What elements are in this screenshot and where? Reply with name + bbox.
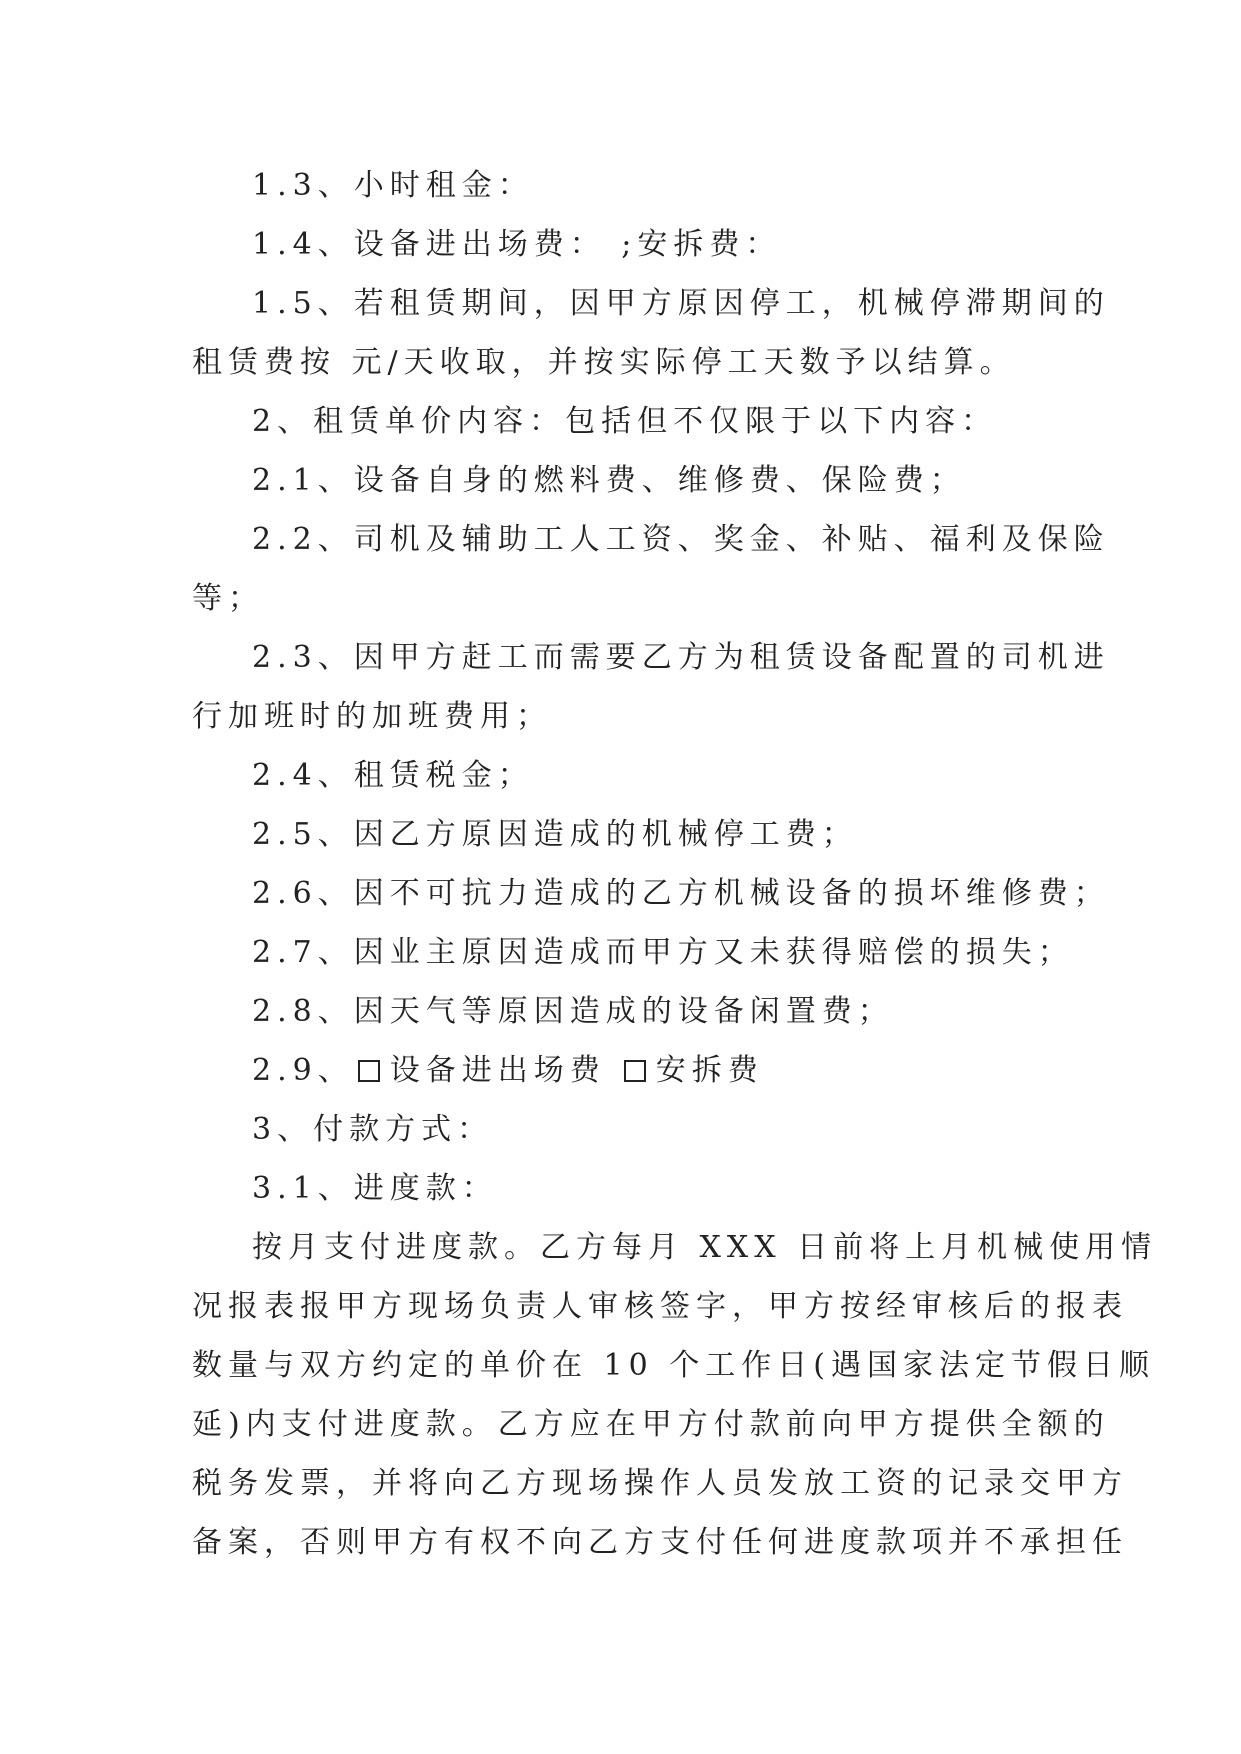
clause-2-9: [192, 1041, 1048, 1100]
installation-removal-fee-label: 安拆费: [655, 1053, 764, 1088]
equipment-entry-exit-fee-label: 设备进出场费: [389, 1053, 606, 1088]
clause-2-6: 2.6、因不可抗力造成的乙方机械设备的损坏维修费；: [252, 876, 1110, 911]
clause-2-3-line-2: 行加班时的加班费用；: [192, 699, 552, 734]
progress-payment-line-2: 况报表报甲方现场负责人审核签字，甲方按经审核后的报表: [192, 1289, 1128, 1324]
clause-2-7: 2.7、因业主原因造成而甲方又未获得赔偿的损失；: [252, 935, 1074, 970]
progress-payment-line-3: 数量与双方约定的单价在 10 个工作日(遇国家法定节假日顺: [192, 1348, 1155, 1383]
clause-2-1: 2.1、设备自身的燃料费、维修费、保险费；: [252, 463, 966, 498]
clause-2-4: 2.4、租赁税金；: [252, 758, 534, 793]
clause-1-5-line-2: 租赁费按 元/天收取，并按实际停工天数予以结算。: [192, 345, 1016, 380]
clause-1-4: 1.4、设备进出场费： ;安拆费：: [252, 227, 782, 262]
installation-removal-fee-checkbox[interactable]: [624, 1060, 646, 1082]
clause-2-2-line-1: 2.2、司机及辅助工人工资、奖金、补贴、福利及保险: [252, 522, 1110, 557]
progress-payment-line-5: 税务发票，并将向乙方现场操作人员发放工资的记录交甲方: [192, 1466, 1128, 1501]
clause-3: 3、付款方式：: [252, 1112, 494, 1147]
clause-3-1: 3.1、进度款：: [252, 1171, 498, 1206]
progress-payment-line-6: 备案，否则甲方有权不向乙方支付任何进度款项并不承担任: [192, 1525, 1128, 1560]
clause-2-2-line-2: 等；: [192, 581, 264, 616]
clause-2-9-prefix: 2.9、: [252, 1053, 354, 1088]
clause-1-5-line-1: 1.5、若租赁期间，因甲方原因停工，机械停滞期间的: [252, 286, 1110, 321]
progress-payment-line-1: 按月支付进度款。乙方每月 XXX 日前将上月机械使用情: [252, 1230, 1158, 1265]
progress-payment-line-4: 延)内支付进度款。乙方应在甲方付款前向甲方提供全额的: [192, 1407, 1110, 1442]
equipment-entry-exit-fee-checkbox[interactable]: [358, 1060, 380, 1082]
clause-2-3-line-1: 2.3、因甲方赶工而需要乙方为租赁设备配置的司机进: [252, 640, 1110, 675]
clause-2: 2、租赁单价内容：包括但不仅限于以下内容：: [252, 404, 998, 439]
document-body: [192, 156, 1158, 1572]
clause-1-3: 1.3、小时租金：: [252, 168, 534, 203]
clause-2-8: 2.8、因天气等原因造成的设备闲置费；: [252, 994, 894, 1029]
clause-2-5: 2.5、因乙方原因造成的机械停工费；: [252, 817, 858, 852]
